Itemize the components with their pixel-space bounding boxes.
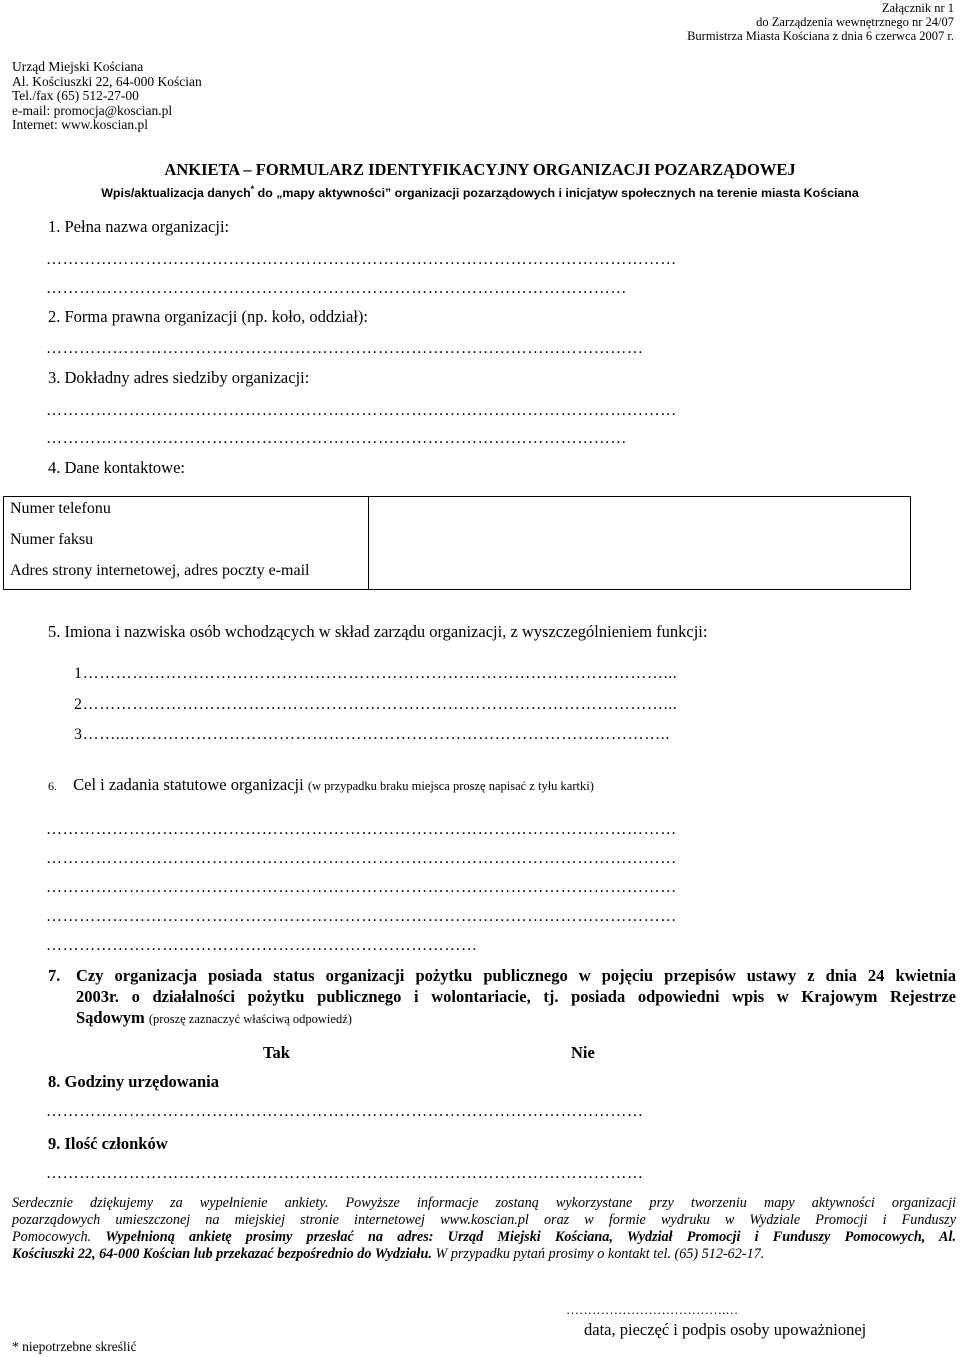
- subtitle-part-a: Wpis/aktualizacja danych: [101, 186, 251, 201]
- office-address: [12, 60, 202, 133]
- table-divider: [368, 497, 369, 589]
- office-name: Urząd Miejski Kościana: [12, 59, 144, 74]
- question-6-answer-line-5[interactable]: ……………………………………………………………………: [46, 937, 478, 954]
- footer-line-4: [12, 1246, 956, 1263]
- footer-line-3: [12, 1229, 956, 1246]
- question-2-label: 2. Forma prawna organizacji (np. koło, oddział):: [48, 307, 368, 326]
- footer-line-2: [12, 1212, 956, 1229]
- office-internet: Internet: www.koscian.pl: [12, 117, 148, 132]
- contact-label-fax: Numer faksu: [10, 531, 94, 548]
- footer-line-3a-text: Pomocowych.: [12, 1229, 106, 1245]
- question-6-note: (w przypadku braku miejsca proszę napisać z tyłu kartki): [307, 779, 594, 793]
- board-member-line-1[interactable]: 1……………………………………………………………………………………………...: [74, 665, 678, 682]
- contact-label-web-email: Adres strony internetowej, adres poczty e-mail: [10, 562, 310, 579]
- question-9-label: 9. Ilość członków: [48, 1134, 168, 1153]
- annex-line-1: Załącznik nr 1: [881, 1, 954, 15]
- footer-line-2-text: pozarządowych umieszczonej na miejskiej stronie internetowej www.koscian.pl oraz w formie wydruku w Wydziale Promocji i Funduszy: [12, 1212, 956, 1228]
- question-2-answer-line[interactable]: ………………………………………………………………………………………………: [46, 340, 644, 357]
- question-6-answer-line-1[interactable]: ……………………………………………………………………………………………………: [46, 821, 677, 838]
- question-9-answer-line[interactable]: ………………………………………………………………………………………………: [46, 1165, 644, 1182]
- contact-value-cell[interactable]: [370, 497, 910, 589]
- footer-line-1: [12, 1195, 956, 1212]
- question-6-answer-line-3[interactable]: ……………………………………………………………………………………………………: [46, 879, 677, 896]
- question-3-label: 3. Dokładny adres siedziby organizacji:: [48, 368, 310, 387]
- office-email: e-mail: promocja@koscian.pl: [12, 102, 173, 118]
- question-6-text: Cel i zadania statutowe organizacji: [73, 775, 304, 794]
- office-phone: Tel./fax (65) 512-27-00: [12, 88, 139, 103]
- question-7-number: 7.: [48, 966, 61, 985]
- form-title: ANKIETA – FORMULARZ IDENTYFIKACYJNY ORGANIZACJI POZARZĄDOWEJ: [164, 160, 796, 179]
- board-member-line-2[interactable]: 2……………………………………………………………………………………………...: [74, 696, 678, 713]
- question-7-line-2: [76, 987, 956, 1007]
- footnote: * niepotrzebne skreślić: [12, 1339, 137, 1354]
- annex-line-3: Burmistrza Miasta Kościana z dnia 6 czerwca 2007 r.: [687, 29, 954, 43]
- question-5-label: 5. Imiona i nazwiska osób wchodzących w skład zarządu organizacji, z wyszczególnieniem funkcji:: [48, 622, 708, 641]
- footer-line-1-text: Serdecznie dziękujemy za wypełnienie ankiety. Powyższe informacje zostaną wykorzystane przy tworzeniu mapy aktywności organizacji: [12, 1195, 956, 1211]
- question-7-line-3-text: Sądowym: [76, 1008, 145, 1027]
- question-7-line-2-text: 2003r. o działalności pożytku publicznego i wolontariacie, tj. posiada odpowiedni wpis w Krajowym Rejestrze: [76, 987, 956, 1006]
- footer-line-4b-text: W przypadku pytań prosimy o kontakt tel. (65) 512-62-17.: [431, 1246, 765, 1262]
- subtitle-part-b: do „mapy aktywności” organizacji pozarządowych i inicjatyw społecznych na terenie miasta Kościana: [254, 186, 859, 201]
- option-yes[interactable]: Tak: [263, 1043, 290, 1062]
- question-7-line-1-text: Czy organizacja posiada status organizacji pożytku publicznego w pojęciu przepisów ustawy z dnia 24 kwietnia: [76, 966, 956, 985]
- office-street: Al. Kościuszki 22, 64-000 Kościan: [12, 73, 202, 89]
- annex-header: [687, 1, 954, 43]
- question-8-answer-line[interactable]: ………………………………………………………………………………………………: [46, 1103, 644, 1120]
- contact-table: [3, 496, 911, 590]
- question-6-number: 6.: [48, 779, 57, 793]
- question-4-label: 4. Dane kontaktowe:: [48, 458, 186, 477]
- question-7-line-3: [76, 1008, 352, 1029]
- question-3-answer-line-1[interactable]: ……………………………………………………………………………………………………: [46, 402, 677, 419]
- question-1-answer-line-2[interactable]: ……………………………………………………………………………………………: [46, 280, 627, 297]
- option-no[interactable]: Nie: [571, 1043, 595, 1062]
- question-1-answer-line-1[interactable]: ……………………………………………………………………………………………………: [46, 251, 677, 268]
- question-7-line-1: [76, 966, 956, 986]
- subtitle-footnote-star: *: [250, 184, 255, 194]
- question-6-answer-line-2[interactable]: ……………………………………………………………………………………………………: [46, 850, 677, 867]
- board-member-line-3[interactable]: 3……...……………………………………………………………………………………..: [74, 726, 670, 743]
- question-6-answer-line-4[interactable]: ……………………………………………………………………………………………………: [46, 908, 677, 925]
- footer-line-4a-text: Kościuszki 22, 64-000 Kościan lub przekazać bezpośrednio do Wydziału.: [12, 1246, 432, 1262]
- signature-dots[interactable]: ……………………………….…: [566, 1302, 739, 1317]
- question-6-label: [48, 775, 594, 796]
- question-3-answer-line-2[interactable]: ……………………………………………………………………………………………: [46, 430, 627, 447]
- contact-label-phone: Numer telefonu: [10, 500, 111, 517]
- annex-line-2: do Zarządzenia wewnętrznego nr 24/07: [756, 15, 954, 29]
- question-7-note: (proszę zaznaczyć właściwą odpowiedź): [148, 1012, 352, 1026]
- question-1-label: 1. Pełna nazwa organizacji:: [48, 217, 230, 236]
- footer-line-3b-text: Wypełnioną ankietę prosimy przesłać na adres: Urząd Miejski Kościana, Wydział Promocji i Funduszy Pomocowych, Al.: [105, 1229, 956, 1245]
- form-subtitle: [0, 181, 960, 201]
- question-8-label: 8. Godziny urzędowania: [48, 1072, 219, 1091]
- signature-label: data, pieczęć i podpis osoby upoważnionej: [584, 1320, 867, 1339]
- thank-you-paragraph: [12, 1195, 956, 1263]
